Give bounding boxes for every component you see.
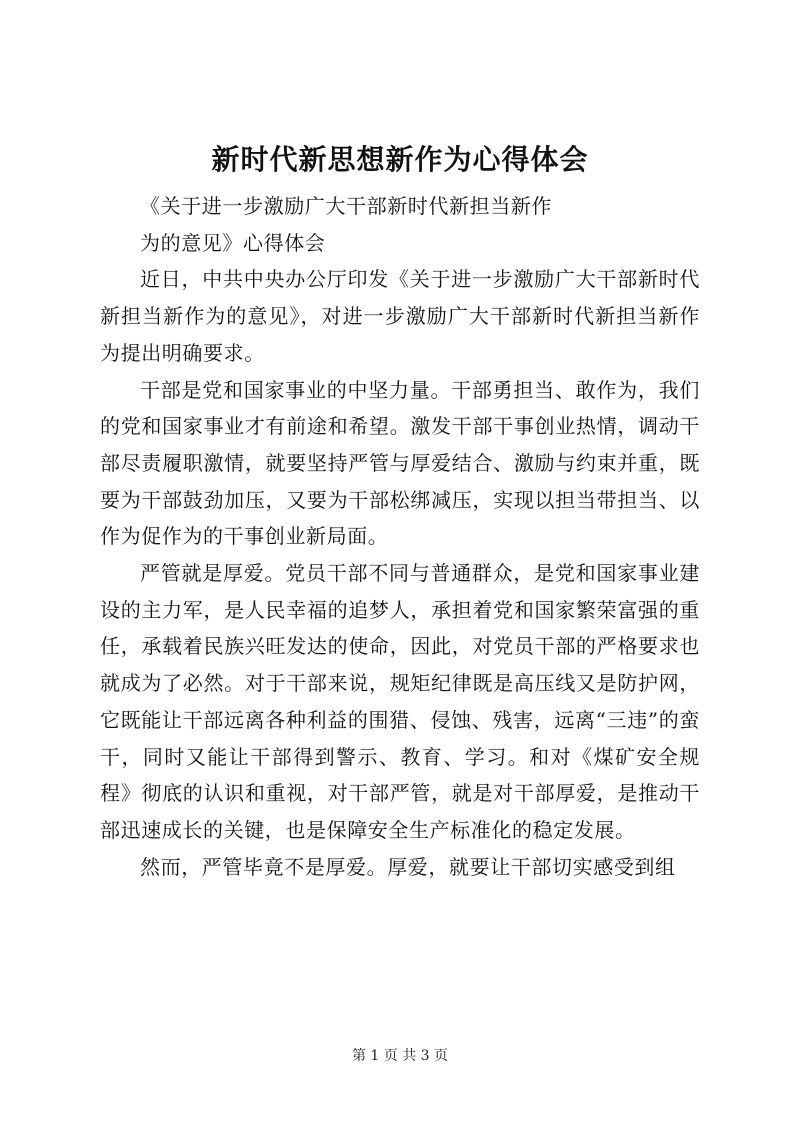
paragraph-3: 严管就是厚爱。党员干部不同与普通群众，是党和国家事业建设的主力军，是人民幸福的追梦人，承担着党和国家繁荣富强的重任，承载着民族兴旺发达的使命，因此，对党员干部的严格要求也就成为了必然。对于干部来说，规矩纪律既是高压线又是防护网，它既能让干部远离各种利益的围猎、侵蚀、残害，远离“三违”的蛮干，同时又能让干部得到警示、教育、学习。和对《煤矿安全规程》彻底的认识和重视，对干部严管，就是对干部厚爱，是推动干部迅速成长的关键，也是保障安全生产标准化的稳定发展。 <box>100 561 700 842</box>
subtitle-line-2: 为的意见》心得体会 <box>140 230 326 255</box>
document-title: 新时代新思想新作为心得体会 <box>211 143 589 176</box>
paragraph-4: 然而，严管毕竟不是厚爱。厚爱，就要让干部切实感受到组 <box>140 854 676 879</box>
document-body <box>100 188 700 885</box>
paragraph-2: 干部是党和国家事业的中坚力量。干部勇担当、敢作为，我们的党和国家事业才有前途和希望。激发干部干事创业热情，调动干部尽责履职激情，就要坚持严管与厚爱结合、激励与约束并重，既要为干部鼓劲加压，又要为干部松绑减压，实现以担当带担当、以作为促作为的干事创业新局面。 <box>100 377 700 549</box>
paragraph-1: 近日，中共中央办公厅印发《关于进一步激励广大干部新时代新担当新作为的意见》，对进一步激励广大干部新时代新担当新作为提出明确要求。 <box>100 267 700 365</box>
subtitle-line-1: 《关于进一步激励广大干部新时代新担当新作 <box>140 194 552 218</box>
page-footer: 第 1 页 共 3 页 <box>351 1048 449 1064</box>
